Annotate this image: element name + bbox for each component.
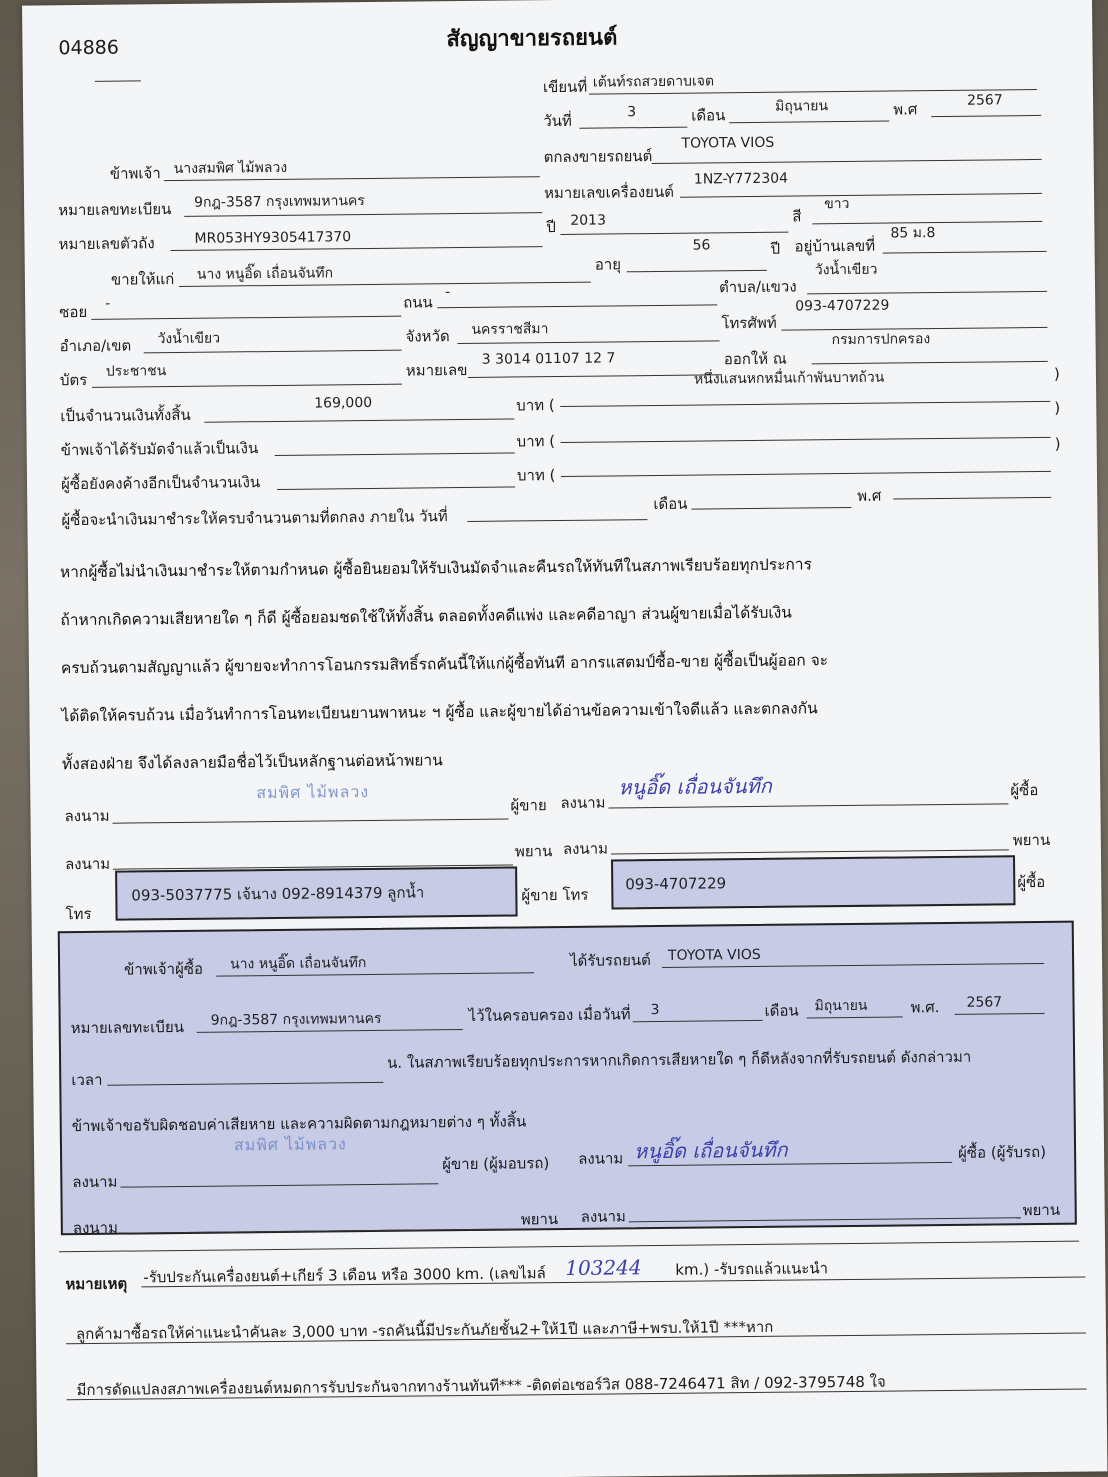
- car-line: [652, 159, 1042, 164]
- written-at-value: เต้นท์รถสวยดาบเจต: [592, 73, 715, 91]
- deposit-label: ข้าพเจ้าได้รับมัดจำแล้วเป็นเงิน: [60, 439, 259, 460]
- due-month-label: เดือน: [653, 494, 688, 514]
- seller-role-1: ผู้ขาย: [510, 796, 547, 815]
- receipt-buyer-role: ผู้ซื้อ (ผู้รับรถ): [958, 1142, 1047, 1162]
- witness-role-2: พยาน: [1012, 830, 1051, 850]
- buyer-tel-role: ผู้ซื้อ: [1017, 872, 1046, 892]
- year-label: พ.ศ: [893, 100, 918, 119]
- buyer-phone: 093-4707229: [625, 874, 727, 894]
- year-value: 2567: [966, 92, 1003, 109]
- receipt-sign-label-1: ลงนาม: [72, 1172, 118, 1192]
- receipt-plate-label: หมายเลขทะเบียน: [70, 1017, 185, 1038]
- receipt-sign-label-2: ลงนาม: [578, 1149, 624, 1168]
- seller-stamp: สมพิศ ไม้พลวง: [256, 782, 370, 803]
- receipt-box: [58, 921, 1077, 1236]
- receipt-sign-label-3: ลงนาม: [72, 1218, 119, 1238]
- soi-label: ซอย: [59, 302, 88, 322]
- time-label: เวลา: [71, 1070, 103, 1090]
- remarks-line-1a: -รับประกันเครื่องยนต์+เกียร์ 3 เดือน หรือ 3000 km. (เลขไมล์: [143, 1264, 546, 1287]
- card-line: [92, 384, 402, 388]
- color-value: ขาว: [824, 195, 850, 213]
- house-value: 85 ม.8: [890, 225, 936, 242]
- house-label: อยู่บ้านเลขที่: [794, 236, 876, 256]
- month-label: เดือน: [691, 106, 726, 125]
- chassis-value: MR053HY9305417370: [194, 229, 352, 247]
- possession-day-line: [633, 1020, 763, 1022]
- possession-month: มิถุนายน: [814, 997, 868, 1015]
- year-line: [931, 115, 1041, 117]
- receipt-witness-role-2: พยาน: [1022, 1200, 1061, 1220]
- paren-close-1: ): [1053, 364, 1060, 383]
- receipt-seller-role: ผู้ขาย (ผู้มอบรถ): [442, 1154, 550, 1174]
- total-amount: 169,000: [314, 394, 373, 412]
- possession-label: ไว้ในครอบครอง เมื่อวันที่: [468, 1005, 631, 1025]
- car-model: TOYOTA VIOS: [681, 134, 775, 152]
- divider: [95, 80, 141, 81]
- contract-paper: [22, 0, 1107, 1477]
- terms-line-3: ครบถ้วนตามสัญญาแล้ว ผู้ขายจะทำการโอนกรรมสิทธิ์รถคันนี้ให้แก่ผู้ซื้อทันที อากรแสตมป์ซื้อ-ขาย ผู้ซื้อเป็นผู้ออก จะ: [60, 651, 829, 678]
- road-line: [437, 304, 717, 308]
- province-value: นครราชสีมา: [471, 321, 549, 338]
- day-line: [579, 127, 687, 129]
- subdistrict-label: ตำบล/แขวง: [718, 277, 797, 297]
- baht-label-2: บาท (: [516, 432, 556, 451]
- possession-month-label: เดือน: [764, 1001, 799, 1020]
- years-label: ปี: [770, 239, 781, 258]
- card-value: ประชาชน: [105, 363, 167, 380]
- month-value: มิถุนายน: [775, 98, 829, 115]
- remarks-line-2: ลูกค้ามาซื้อรถให้ค่าแนะนำคันละ 3,000 บาท -รถคันนี้มีประกันภัยชั้น2+ให้1ปี และภาษี+พรบ.ให้1ปี ***หาก: [75, 1317, 774, 1344]
- card-label: บัตร: [59, 370, 88, 390]
- responsibility-text: ข้าพเจ้าขอรับผิดชอบค่าเสียหาย และความผิดตามกฎหมายต่าง ๆ ทั้งสิ้น: [71, 1112, 527, 1136]
- possession-month-line: [807, 1016, 903, 1018]
- due-year-label: พ.ศ: [857, 486, 882, 505]
- age-value: 56: [692, 237, 711, 254]
- phone-label: โทรศัพท์: [721, 313, 777, 333]
- tel-label: โทร: [65, 904, 92, 924]
- terms-line-4: ได้ติดให้ครบถ้วน เมื่อวันทำการโอนทะเบียนยานพาหนะ ฯ ผู้ซื้อ และผู้ขายได้อ่านข้อความเข้าใจดีแล้ว และตกลงกัน: [61, 699, 818, 726]
- owed-line: [277, 486, 515, 489]
- issued-line: [812, 361, 1048, 364]
- district-label: อำเภอ/เขต: [59, 336, 132, 356]
- receipt-plate-line: [197, 1029, 463, 1033]
- mileage-value: 103244: [565, 1255, 642, 1280]
- color-label: สี: [792, 207, 802, 226]
- witness-line-2: [611, 849, 1009, 854]
- page-title: สัญญาขายรถยนต์: [446, 25, 618, 53]
- engine-value: 1NZ-Y772304: [693, 170, 789, 188]
- engine-label: หมายเลขเครื่องยนต์: [543, 182, 675, 203]
- receipt-bottom-rule: [59, 1241, 1079, 1253]
- document-number: 04886: [58, 36, 120, 60]
- receipt-witness-role-1: พยาน: [520, 1210, 559, 1229]
- buyer-phone-box: [611, 855, 1016, 909]
- owed-text-line: [561, 471, 1051, 477]
- issued-value: กรมการปกครอง: [831, 331, 931, 349]
- received-car: TOYOTA VIOS: [667, 946, 761, 964]
- due-year-line: [893, 497, 1051, 500]
- agree-sell-label: ตกลงขายรถยนต์: [543, 147, 653, 167]
- seller-sign-line: [113, 819, 509, 824]
- deposit-text-line: [561, 437, 1051, 443]
- buyer-signature: หนูอิ๊ด เถื่อนจันทึก: [618, 773, 772, 800]
- buyer-role-1: ผู้ซื้อ: [1010, 781, 1039, 800]
- soi-line: [91, 316, 401, 320]
- total-line: [204, 418, 514, 422]
- sign-label-4: ลงนาม: [562, 839, 609, 858]
- receipt-seller-line: [120, 1183, 438, 1187]
- terms-line-2: ถ้าหากเกิดความเสียหายใด ๆ ก็ดี ผู้ซื้อยอมชดใช้ให้ทั้งสิ้น ตลอดทั้งคดีแพ่ง และคดีอาญา ส่วนผู้ขายเมื่อได้รับเงิน: [60, 603, 792, 630]
- phone-value: 093-4707229: [795, 297, 890, 315]
- plate-value: 9กฎ-3587 กรุงเทพมหานคร: [194, 193, 365, 211]
- soi-value: -: [105, 295, 111, 312]
- written-at-label: เขียนที่: [542, 77, 588, 97]
- time-line: [107, 1082, 383, 1086]
- car-year-line: [560, 232, 788, 235]
- deposit-line: [275, 452, 515, 456]
- age-line: [627, 270, 767, 272]
- subdistrict-line: [807, 291, 1047, 295]
- subdistrict-value: วังน้ำเขียว: [814, 261, 878, 279]
- time-suffix: น. ในสภาพเรียบร้อยทุกประการหากเกิดการเสียหายใด ๆ ก็ดีหลังจากที่รับรถยนต์ ดังกล่าวมา: [387, 1047, 972, 1072]
- id-number-line: [468, 374, 722, 378]
- receipt-sign-label-4: ลงนาม: [580, 1207, 626, 1226]
- day-value: 3: [627, 104, 637, 121]
- possession-year: 2567: [966, 994, 1003, 1011]
- district-line: [144, 350, 402, 354]
- district-value: วังน้ำเขียว: [157, 330, 221, 348]
- receipt-buyer-name: นาง หนูอิ๊ด เถื่อนจันทึก: [229, 955, 367, 973]
- plate-line: [184, 212, 542, 217]
- due-month-line: [691, 507, 851, 510]
- terms-line-5: ทั้งสองฝ่าย จึงได้ลงลายมือชื่อไว้เป็นหลักฐานต่อหน้าพยาน: [61, 751, 443, 774]
- remarks-line-3: มีการดัดแปลงสภาพเครื่องยนต์หมดการรับประกันจากทางร้านทันที*** -ติดต่อเซอร์วิส 088-7246471 สิท / 092-3795748 ใจ: [76, 1372, 886, 1400]
- total-amount-text: หนึ่งแสนหกหมื่นเก้าพันบาทถ้วน: [693, 369, 885, 388]
- month-line: [729, 121, 889, 124]
- receipt-buyer-label: ข้าพเจ้าผู้ซื้อ: [124, 959, 204, 979]
- due-day-line: [467, 519, 647, 522]
- road-value: -: [444, 284, 451, 301]
- road-label: ถนน: [403, 293, 433, 312]
- seller-name: นางสมพิศ ไม้พลวง: [173, 159, 288, 178]
- seller-tel-label: ผู้ขาย โทร: [521, 885, 589, 905]
- received-label: ได้รับรถยนต์: [569, 951, 651, 970]
- province-line: [458, 340, 720, 344]
- engine-line: [680, 193, 1042, 198]
- sign-label-1: ลงนาม: [64, 806, 110, 826]
- province-label: จังหวัด: [405, 327, 450, 346]
- receipt-seller-stamp: สมพิศ ไม้พลวง: [233, 1134, 347, 1155]
- sign-label-2: ลงนาม: [560, 793, 606, 813]
- seller-label: ข้าพเจ้า: [109, 164, 161, 183]
- plate-label: หมายเลขทะเบียน: [58, 200, 172, 220]
- possession-day: 3: [650, 1001, 660, 1019]
- baht-label-1: บาท (: [516, 396, 555, 415]
- due-label: ผู้ซื้อจะนำเงินมาชำระให้ครบจำนวนตามที่ตกลง ภายใน วันที่: [61, 507, 448, 530]
- sell-to-label: ขายให้แก่: [110, 270, 175, 289]
- total-label: เป็นจำนวนเงินทั้งสิ้น: [60, 405, 191, 426]
- car-year-label: ปี: [546, 218, 557, 237]
- seller-phone-box: [115, 866, 518, 920]
- baht-label-3: บาท (: [516, 466, 556, 485]
- possession-year-line: [955, 1013, 1045, 1015]
- seller-phones: 093-5037775 เจ้นาง 092-8914379 ลูกน้ำ: [131, 883, 425, 905]
- id-number-value: 3 3014 01107 12 7: [481, 350, 616, 368]
- house-line: [883, 251, 1047, 254]
- sign-label-3: ลงนาม: [64, 854, 111, 874]
- total-text-line: [560, 401, 1050, 407]
- witness-role-1: พยาน: [514, 842, 553, 861]
- date-label: วันที่: [543, 111, 572, 131]
- age-label: อายุ: [594, 255, 622, 274]
- possession-year-label: พ.ศ.: [910, 998, 940, 1017]
- buyer-sign-line: [608, 803, 1008, 808]
- buyer-name: นาง หนูอิ๊ด เถื่อนจันทึก: [196, 265, 334, 283]
- receipt-plate: 9กฎ-3587 กรุงเทพมหานคร: [210, 1010, 382, 1029]
- paren-close-2: ): [1054, 398, 1061, 417]
- car-year-value: 2013: [570, 212, 607, 229]
- remarks-label: หมายเหตุ: [65, 1274, 128, 1294]
- chassis-label: หมายเลขตัวถัง: [58, 234, 155, 254]
- terms-line-1: หากผู้ซื้อไม่นำเงินมาชำระให้ตามกำหนด ผู้ซื้อยินยอมให้รับเงินมัดจำและคืนรถให้ทันทีในสภาพเรียบร้อยทุกประการ: [59, 555, 812, 582]
- paren-close-3: ): [1054, 434, 1061, 453]
- remarks-line-1b: km.) -รับรถแล้วแนะนำ: [675, 1259, 829, 1279]
- receipt-buyer-signature: หนูอิ๊ด เถื่อนจันทึก: [633, 1137, 788, 1164]
- id-number-label: หมายเลข: [405, 360, 468, 380]
- owed-label: ผู้ซื้อยังคงค้างอีกเป็นจำนวนเงิน: [60, 473, 261, 494]
- issued-label: ออกให้ ณ: [723, 349, 787, 369]
